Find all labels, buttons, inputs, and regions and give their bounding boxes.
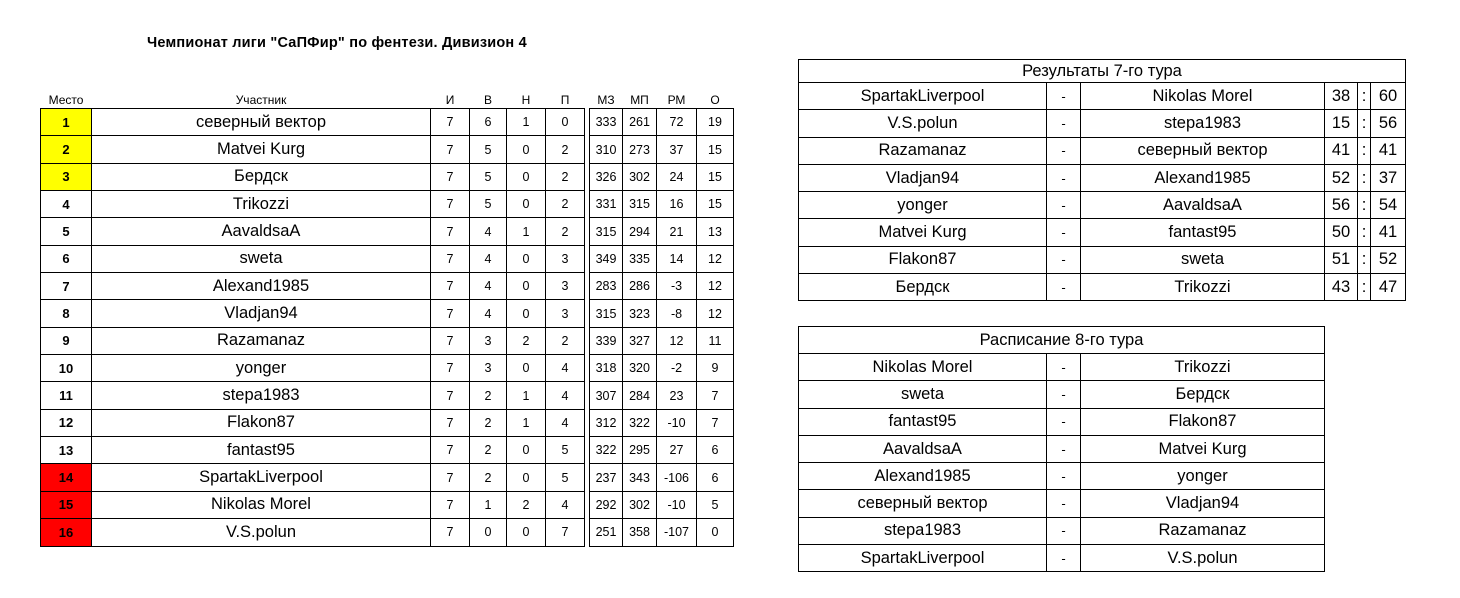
match-separator: - [1047,517,1081,544]
points-against-cell: 302 [623,163,657,190]
standings-row [41,519,734,546]
header-draws: Н [521,93,531,107]
difference-cell: 21 [657,218,697,245]
points-for-cell: 312 [590,409,623,436]
participant-name: Flakon87 [92,409,431,436]
points-against-cell: 286 [623,273,657,300]
away-team: V.S.polun [1081,545,1325,572]
wins-cell: 2 [470,382,507,409]
games-cell: 7 [431,437,470,464]
participant-name: V.S.polun [92,519,431,546]
header-wins: В [483,93,492,107]
place-cell: 7 [41,273,92,300]
points-cell: 6 [697,437,734,464]
place-cell: 5 [41,218,92,245]
result-row [799,219,1406,246]
games-cell: 7 [431,382,470,409]
home-score: 38 [1325,83,1358,110]
games-cell: 7 [431,464,470,491]
points-cell: 7 [697,409,734,436]
points-cell: 12 [697,300,734,327]
games-cell: 7 [431,218,470,245]
points-for-cell: 318 [590,355,623,382]
score-colon: : [1358,110,1371,137]
difference-cell: 24 [657,163,697,190]
losses-cell: 5 [546,437,585,464]
standings-row [41,191,734,218]
participant-name: yonger [92,355,431,382]
score-colon: : [1358,164,1371,191]
away-team: Nikolas Morel [1081,83,1325,110]
wins-cell: 4 [470,273,507,300]
schedule-row [799,354,1325,381]
match-separator: - [1047,545,1081,572]
difference-cell: -8 [657,300,697,327]
away-score: 47 [1371,274,1406,301]
points-for-cell: 326 [590,163,623,190]
draws-cell: 0 [507,355,546,382]
standings-header-row [41,88,734,109]
points-for-cell: 307 [590,382,623,409]
header-points-against: МП [630,93,649,107]
wins-cell: 1 [470,491,507,518]
points-against-cell: 327 [623,327,657,354]
points-against-cell: 335 [623,245,657,272]
difference-cell: 37 [657,136,697,163]
losses-cell: 4 [546,409,585,436]
points-for-cell: 315 [590,218,623,245]
draws-cell: 0 [507,273,546,300]
points-against-cell: 315 [623,191,657,218]
points-against-cell: 261 [623,109,657,136]
place-cell: 14 [41,464,92,491]
points-against-cell: 358 [623,519,657,546]
losses-cell: 2 [546,218,585,245]
match-separator: - [1047,83,1081,110]
header-points-for: МЗ [597,93,615,107]
home-team: Nikolas Morel [799,354,1047,381]
losses-cell: 3 [546,273,585,300]
participant-name: sweta [92,245,431,272]
difference-cell: 72 [657,109,697,136]
match-separator: - [1047,381,1081,408]
schedule-row [799,381,1325,408]
games-cell: 7 [431,191,470,218]
away-team: Бердск [1081,381,1325,408]
losses-cell: 7 [546,519,585,546]
losses-cell: 0 [546,109,585,136]
result-row [799,110,1406,137]
standings-row [41,409,734,436]
away-team: stepa1983 [1081,110,1325,137]
score-colon: : [1358,219,1371,246]
standings-row [41,464,734,491]
place-cell: 11 [41,382,92,409]
header-points: О [710,93,720,107]
away-team: sweta [1081,246,1325,273]
points-for-cell: 283 [590,273,623,300]
away-score: 56 [1371,110,1406,137]
match-separator: - [1047,246,1081,273]
losses-cell: 3 [546,245,585,272]
points-against-cell: 323 [623,300,657,327]
wins-cell: 6 [470,109,507,136]
header-place: Место [48,93,84,107]
draws-cell: 1 [507,382,546,409]
points-cell: 7 [697,382,734,409]
points-for-cell: 315 [590,300,623,327]
losses-cell: 4 [546,382,585,409]
home-team: sweta [799,381,1047,408]
home-score: 51 [1325,246,1358,273]
schedule-caption: Расписание 8-го тура [799,327,1325,354]
home-team: SpartakLiverpool [799,545,1047,572]
difference-cell: -3 [657,273,697,300]
home-score: 43 [1325,274,1358,301]
home-team: Vladjan94 [799,164,1047,191]
place-cell: 8 [41,300,92,327]
place-cell: 2 [41,136,92,163]
draws-cell: 1 [507,409,546,436]
games-cell: 7 [431,327,470,354]
away-score: 41 [1371,219,1406,246]
participant-name: северный вектор [92,109,431,136]
place-cell: 3 [41,163,92,190]
draws-cell: 1 [507,109,546,136]
games-cell: 7 [431,355,470,382]
difference-cell: -106 [657,464,697,491]
standings-row [41,245,734,272]
wins-cell: 2 [470,464,507,491]
result-row [799,192,1406,219]
match-separator: - [1047,192,1081,219]
difference-cell: 14 [657,245,697,272]
standings-row [41,136,734,163]
home-team: AavaldsaA [799,435,1047,462]
losses-cell: 2 [546,191,585,218]
place-cell: 13 [41,437,92,464]
header-games: И [445,93,455,107]
points-for-cell: 251 [590,519,623,546]
draws-cell: 2 [507,327,546,354]
games-cell: 7 [431,245,470,272]
wins-cell: 5 [470,136,507,163]
standings-row [41,218,734,245]
wins-cell: 3 [470,355,507,382]
home-team: Razamanaz [799,137,1047,164]
away-team: Alexand1985 [1081,164,1325,191]
home-score: 15 [1325,110,1358,137]
home-score: 41 [1325,137,1358,164]
wins-cell: 5 [470,191,507,218]
standings-row [41,355,734,382]
away-team: Vladjan94 [1081,490,1325,517]
points-for-cell: 322 [590,437,623,464]
score-colon: : [1358,83,1371,110]
away-team: северный вектор [1081,137,1325,164]
result-row [799,246,1406,273]
away-team: Matvei Kurg [1081,435,1325,462]
difference-cell: 27 [657,437,697,464]
home-team: yonger [799,192,1047,219]
draws-cell: 1 [507,218,546,245]
result-row [799,83,1406,110]
points-against-cell: 302 [623,491,657,518]
points-for-cell: 310 [590,136,623,163]
away-team: yonger [1081,463,1325,490]
games-cell: 7 [431,109,470,136]
results-caption-row [799,60,1406,83]
match-separator: - [1047,219,1081,246]
result-row [799,274,1406,301]
games-cell: 7 [431,273,470,300]
results-caption: Результаты 7-го тура [799,60,1406,83]
points-for-cell: 349 [590,245,623,272]
home-team: stepa1983 [799,517,1047,544]
participant-name: Matvei Kurg [92,136,431,163]
schedule-row [799,490,1325,517]
points-against-cell: 322 [623,409,657,436]
losses-cell: 2 [546,136,585,163]
away-team: Trikozzi [1081,354,1325,381]
match-separator: - [1047,137,1081,164]
home-team: Flakon87 [799,246,1047,273]
points-cell: 6 [697,464,734,491]
match-separator: - [1047,274,1081,301]
home-team: Бердск [799,274,1047,301]
wins-cell: 4 [470,300,507,327]
draws-cell: 0 [507,191,546,218]
draws-cell: 0 [507,300,546,327]
participant-name: Nikolas Morel [92,491,431,518]
standings-row [41,437,734,464]
games-cell: 7 [431,409,470,436]
wins-cell: 5 [470,163,507,190]
games-cell: 7 [431,519,470,546]
draws-cell: 0 [507,245,546,272]
points-against-cell: 284 [623,382,657,409]
match-separator: - [1047,408,1081,435]
participant-name: Бердск [92,163,431,190]
difference-cell: 23 [657,382,697,409]
wins-cell: 2 [470,437,507,464]
away-score: 41 [1371,137,1406,164]
standings-row [41,300,734,327]
match-separator: - [1047,463,1081,490]
match-separator: - [1047,490,1081,517]
wins-cell: 3 [470,327,507,354]
participant-name: Razamanaz [92,327,431,354]
points-for-cell: 339 [590,327,623,354]
match-separator: - [1047,354,1081,381]
match-separator: - [1047,435,1081,462]
place-cell: 15 [41,491,92,518]
wins-cell: 0 [470,519,507,546]
place-cell: 4 [41,191,92,218]
difference-cell: -10 [657,409,697,436]
header-participant: Участник [235,93,287,107]
score-colon: : [1358,137,1371,164]
draws-cell: 2 [507,491,546,518]
place-cell: 10 [41,355,92,382]
result-row [799,164,1406,191]
points-against-cell: 343 [623,464,657,491]
draws-cell: 0 [507,519,546,546]
points-cell: 15 [697,136,734,163]
standings-row [41,273,734,300]
draws-cell: 0 [507,464,546,491]
home-team: SpartakLiverpool [799,83,1047,110]
wins-cell: 2 [470,409,507,436]
score-colon: : [1358,274,1371,301]
points-cell: 5 [697,491,734,518]
home-score: 50 [1325,219,1358,246]
standings-table [40,88,734,547]
round-7-results-table [798,59,1406,301]
round-8-schedule-table [798,326,1325,572]
place-cell: 1 [41,109,92,136]
home-team: Matvei Kurg [799,219,1047,246]
points-cell: 19 [697,109,734,136]
points-for-cell: 237 [590,464,623,491]
draws-cell: 0 [507,437,546,464]
standings-row [41,109,734,136]
home-team: Alexand1985 [799,463,1047,490]
place-cell: 16 [41,519,92,546]
difference-cell: -2 [657,355,697,382]
points-cell: 15 [697,163,734,190]
difference-cell: -10 [657,491,697,518]
points-for-cell: 333 [590,109,623,136]
points-against-cell: 295 [623,437,657,464]
schedule-row [799,435,1325,462]
page-title: Чемпионат лиги "СаПФир" по фентези. Дивизион 4 [147,35,527,51]
score-colon: : [1358,192,1371,219]
points-cell: 11 [697,327,734,354]
draws-cell: 0 [507,163,546,190]
place-cell: 9 [41,327,92,354]
difference-cell: -107 [657,519,697,546]
participant-name: Alexand1985 [92,273,431,300]
points-cell: 12 [697,273,734,300]
losses-cell: 3 [546,300,585,327]
away-team: AavaldsaA [1081,192,1325,219]
schedule-caption-row [799,327,1325,354]
away-team: Flakon87 [1081,408,1325,435]
games-cell: 7 [431,300,470,327]
points-against-cell: 320 [623,355,657,382]
participant-name: stepa1983 [92,382,431,409]
place-cell: 12 [41,409,92,436]
points-for-cell: 292 [590,491,623,518]
games-cell: 7 [431,491,470,518]
points-for-cell: 331 [590,191,623,218]
match-separator: - [1047,110,1081,137]
away-score: 52 [1371,246,1406,273]
participant-name: Vladjan94 [92,300,431,327]
difference-cell: 16 [657,191,697,218]
schedule-row [799,545,1325,572]
place-cell: 6 [41,245,92,272]
losses-cell: 5 [546,464,585,491]
points-cell: 12 [697,245,734,272]
standings-row [41,163,734,190]
points-against-cell: 273 [623,136,657,163]
match-separator: - [1047,164,1081,191]
games-cell: 7 [431,136,470,163]
participant-name: fantast95 [92,437,431,464]
home-score: 52 [1325,164,1358,191]
games-cell: 7 [431,163,470,190]
points-cell: 13 [697,218,734,245]
away-team: Trikozzi [1081,274,1325,301]
away-team: fantast95 [1081,219,1325,246]
header-losses: П [560,93,570,107]
score-colon: : [1358,246,1371,273]
home-team: северный вектор [799,490,1047,517]
away-score: 54 [1371,192,1406,219]
participant-name: SpartakLiverpool [92,464,431,491]
wins-cell: 4 [470,245,507,272]
schedule-row [799,517,1325,544]
standings-row [41,382,734,409]
home-team: fantast95 [799,408,1047,435]
draws-cell: 0 [507,136,546,163]
participant-name: Trikozzi [92,191,431,218]
schedule-row [799,408,1325,435]
losses-cell: 2 [546,163,585,190]
away-score: 60 [1371,83,1406,110]
points-against-cell: 294 [623,218,657,245]
losses-cell: 2 [546,327,585,354]
home-team: V.S.polun [799,110,1047,137]
result-row [799,137,1406,164]
points-cell: 15 [697,191,734,218]
away-score: 37 [1371,164,1406,191]
points-cell: 0 [697,519,734,546]
standings-row [41,327,734,354]
points-cell: 9 [697,355,734,382]
losses-cell: 4 [546,491,585,518]
participant-name: AavaldsaA [92,218,431,245]
header-difference: РМ [667,93,686,107]
wins-cell: 4 [470,218,507,245]
standings-row [41,491,734,518]
schedule-row [799,463,1325,490]
difference-cell: 12 [657,327,697,354]
home-score: 56 [1325,192,1358,219]
away-team: Razamanaz [1081,517,1325,544]
losses-cell: 4 [546,355,585,382]
